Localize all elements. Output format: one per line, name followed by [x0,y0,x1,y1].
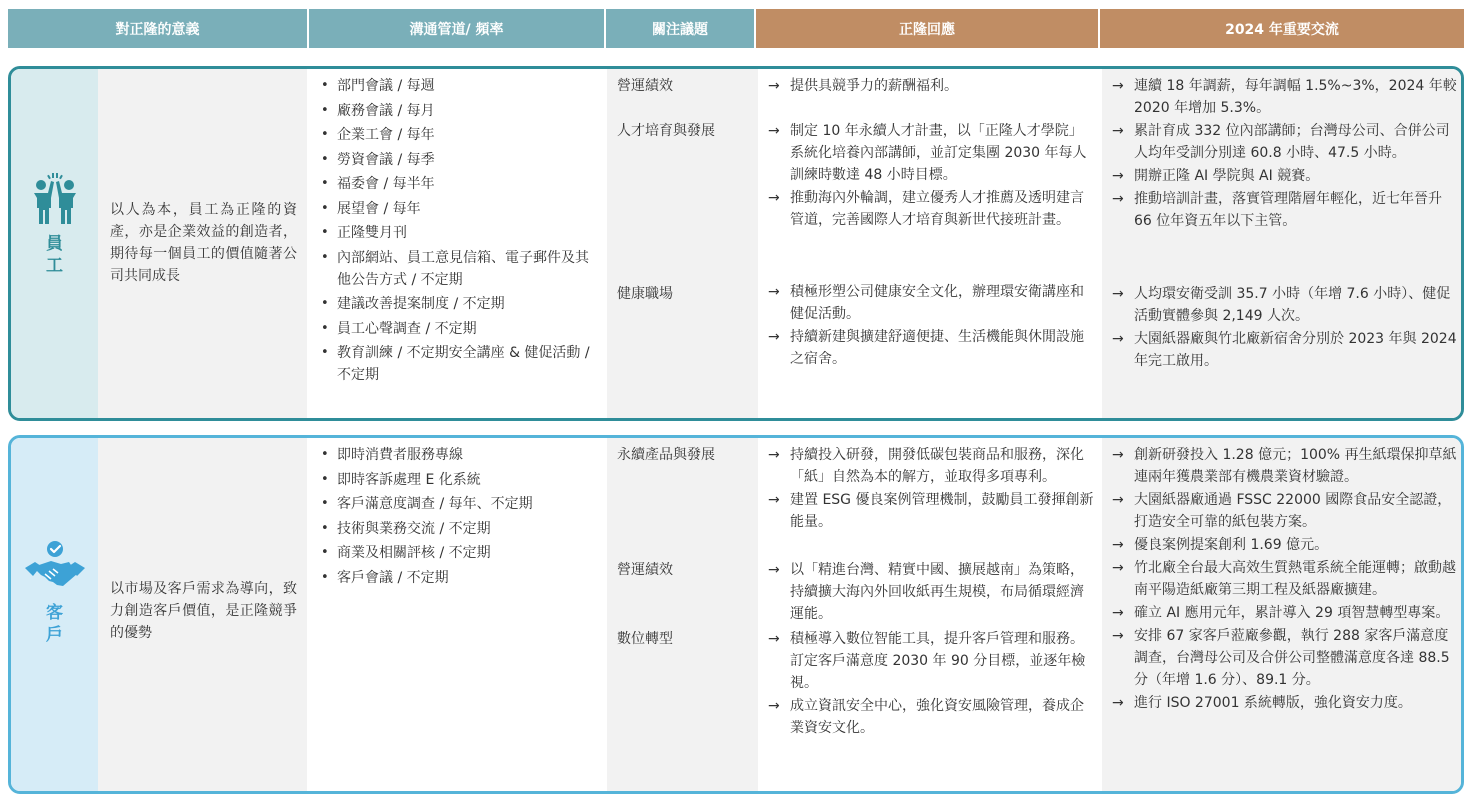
arrow-item-text: 持續新建與擴建舒適便捷、生活機能與休閒設施之宿舍。 [790,329,1084,367]
employee-label-char-2: 工 [46,256,63,276]
channel-item: • 教育訓練 / 不定期安全講座 & 健促活動 / 不定期 [319,342,599,386]
header-topics: 關注議題 [606,9,754,48]
arrow-item [1112,165,1459,187]
arrow-item [1112,188,1459,232]
employee-channel-list [319,75,599,389]
employee-topic: 營運績效 [617,78,673,94]
arrow-icon: → [1112,695,1124,711]
customer-topics-column [607,438,758,791]
customer-exchanges-column [1102,438,1464,791]
arrow-item [1112,602,1459,624]
arrow-item [1112,328,1459,372]
arrow-icon: → [768,698,780,714]
arrow-item [1112,283,1459,327]
channel-item: • 商業及相關評核 / 不定期 [319,542,599,564]
customer-topic: 營運績效 [617,562,673,578]
customer-label [46,602,63,646]
arrow-icon: → [1112,123,1124,139]
arrow-icon: → [1112,78,1124,94]
header-meaning: 對正隆的意義 [8,9,307,48]
channel-item: • 內部網站、員工意見信箱、電子郵件及其他公告方式 / 不定期 [319,247,599,291]
channel-item: • 企業工會 / 每年 [319,124,599,146]
arrow-item-text: 成立資訊安全中心，強化資安風險管理，養成企業資安文化。 [790,698,1084,736]
arrow-item-text: 提供具競爭力的薪酬福利。 [790,78,958,94]
customer-topic: 永續產品與發展 [617,447,715,463]
customer-exchange-group [1112,444,1459,715]
channel-item: • 即時消費者服務專線 [319,444,599,466]
arrow-item [1112,489,1459,533]
employee-exchange-group [1112,75,1459,233]
customer-label-char-2: 戶 [46,625,63,645]
arrow-item [1112,534,1459,556]
arrow-icon: → [1112,537,1124,553]
arrow-item-text: 積極形塑公司健康安全文化，辦理環安衛講座和健促活動。 [790,284,1084,322]
employee-icon-column [11,69,98,418]
employee-topic: 人才培育與發展 [617,123,715,139]
arrow-item-text: 持續投入研發，開發低碳包裝商品和服務，深化「紙」自然為本的解方，並取得多項專利。 [790,447,1084,485]
customer-channels-column [307,438,607,791]
header-exchanges: 2024 年重要交流 [1100,9,1464,48]
arrow-item [768,695,1094,739]
arrow-icon: → [768,492,780,508]
customer-topic: 數位轉型 [617,631,673,647]
arrow-item-text: 大園紙器廠與竹北廠新宿舍分別於 2023 年與 2024 年完工啟用。 [1134,331,1457,369]
channel-item: • 廠務會議 / 每月 [319,100,599,122]
arrow-icon: → [1112,447,1124,463]
channel-item: • 正隆雙月刊 [319,222,599,244]
employee-label [46,233,63,277]
arrow-item [768,187,1094,231]
arrow-icon: → [768,562,780,578]
arrow-item-text: 進行 ISO 27001 系統轉版，強化資安力度。 [1134,695,1412,711]
customer-response-group [768,628,1094,740]
customer-section [8,435,1464,794]
employee-exchanges-column [1102,69,1464,418]
arrow-item-text: 制定 10 年永續人才計畫，以「正隆人才學院」系統化培養內部講師，並訂定集團 2030 年每人訓練時數達 48 小時目標。 [790,123,1087,183]
channel-item: • 客戶滿意度調查 / 每年、不定期 [319,493,599,515]
employee-meaning: 以人為本，員工為正隆的資產，亦是企業效益的創造者，期待每一個員工的價值隨著公司共同成長 [110,202,297,284]
arrow-icon: → [1112,492,1124,508]
channel-item: • 勞資會議 / 每季 [319,149,599,171]
customer-response-group [768,559,1094,626]
arrow-icon: → [768,447,780,463]
channel-item: • 客戶會議 / 不定期 [319,567,599,589]
customer-response-group [768,444,1094,534]
arrow-icon: → [768,190,780,206]
employee-channels-column [307,69,607,418]
arrow-icon: → [1112,331,1124,347]
arrow-icon: → [1112,286,1124,302]
customer-meaning: 以市場及客戶需求為導向，致力創造客戶價值，是正隆競爭的優勢 [110,581,297,641]
arrow-item [1112,120,1459,164]
arrow-item [1112,625,1459,691]
arrow-item [768,281,1094,325]
arrow-icon: → [1112,560,1124,576]
channel-item: • 即時客訴處理 E 化系統 [319,469,599,491]
employee-response-group [768,281,1094,371]
arrow-icon: → [1112,191,1124,207]
arrow-item [768,120,1094,186]
arrow-item-text: 以「精進台灣、精實中國、擴展越南」為策略，持續擴大海內外回收紙再生規模，布局循環經濟運能。 [790,562,1084,622]
arrow-item-text: 推動培訓計畫，落實管理階層年輕化，近七年晉升 66 位年資五年以下主管。 [1134,191,1442,229]
arrow-item [768,75,1094,97]
arrow-icon: → [1112,628,1124,644]
arrow-item [1112,75,1459,119]
arrow-icon: → [1112,605,1124,621]
arrow-item-text: 優良案例提案創利 1.69 億元。 [1134,537,1329,553]
arrow-item-text: 竹北廠全台最大高效生質熱電系統全能運轉；啟動越南平陽造紙廠第三期工程及紙器廠擴建。 [1134,560,1456,598]
customer-icon-column [11,438,98,791]
employee-exchange-group [1112,283,1459,373]
arrow-item-text: 大園紙器廠通過 FSSC 22000 國際食品安全認證，打造安全可靠的紙包裝方案。 [1134,492,1452,530]
arrow-item [768,444,1094,488]
arrow-item-text: 連續 18 年調薪，每年調幅 1.5%~3%，2024 年較 2020 年增加 5.3%。 [1134,78,1457,116]
channel-item: • 部門會議 / 每週 [319,75,599,97]
arrow-item-text: 開辦正隆 AI 學院與 AI 競賽。 [1134,168,1320,184]
arrow-icon: → [768,284,780,300]
customer-label-char-1: 客 [46,603,63,623]
arrow-item-text: 創新研發投入 1.28 億元；100% 再生紙環保抑草紙連兩年獲農業部有機農業資材驗證。 [1134,447,1457,485]
arrow-item [768,559,1094,625]
arrow-icon: → [768,329,780,345]
customer-channel-list [319,444,599,591]
channel-item: • 員工心聲調查 / 不定期 [319,318,599,340]
arrow-item-text: 安排 67 家客戶蒞廠參觀，執行 288 家客戶滿意度調查，台灣母公司及合併公司整體滿意度各達 88.5 分（年增 1.6 分）、89.1 分。 [1134,628,1450,688]
employee-response-group [768,120,1094,232]
arrow-item [768,489,1094,533]
arrow-item [1112,444,1459,488]
employee-response-group [768,75,1094,98]
employee-topics-column [607,69,758,418]
arrow-icon: → [768,78,780,94]
arrow-item-text: 積極導入數位智能工具，提升客戶管理和服務。訂定客戶滿意度 2030 年 90 分目標，並逐年檢視。 [790,631,1086,691]
employees-high-five-icon [25,171,85,227]
arrow-icon: → [1112,168,1124,184]
employee-section [8,66,1464,421]
customer-meaning-column [98,438,307,791]
employee-topic: 健康職場 [617,286,673,302]
header-response: 正隆回應 [756,9,1098,48]
employee-meaning-column [98,69,307,418]
arrow-item-text: 累計育成 332 位內部講師；台灣母公司、合併公司人均年受訓分別達 60.8 小時、47.5 小時。 [1134,123,1450,161]
arrow-item-text: 確立 AI 應用元年，累計導入 29 項智慧轉型專案。 [1134,605,1450,621]
arrow-item-text: 建置 ESG 優良案例管理機制，鼓勵員工發揮創新能量。 [790,492,1094,530]
header-channels: 溝通管道/ 頻率 [309,9,604,48]
arrow-item-text: 推動海內外輪調，建立優秀人才推薦及透明建言管道，完善國際人才培育與新世代接班計畫。 [790,190,1084,228]
arrow-item [1112,557,1459,601]
employee-label-char-1: 員 [46,234,63,254]
arrow-icon: → [768,631,780,647]
channel-item: • 福委會 / 每半年 [319,173,599,195]
arrow-icon: → [768,123,780,139]
arrow-item-text: 人均環安衛受訓 35.7 小時（年增 7.6 小時）、健促活動實體參與 2,149 人次。 [1134,286,1451,324]
arrow-item [1112,692,1459,714]
channel-item: • 建議改善提案制度 / 不定期 [319,293,599,315]
customer-response-column [758,438,1102,791]
channel-item: • 展望會 / 每年 [319,198,599,220]
channel-item: • 技術與業務交流 / 不定期 [319,518,599,540]
arrow-item [768,628,1094,694]
arrow-item [768,326,1094,370]
handshake-check-icon [23,540,87,596]
employee-response-column [758,69,1102,418]
